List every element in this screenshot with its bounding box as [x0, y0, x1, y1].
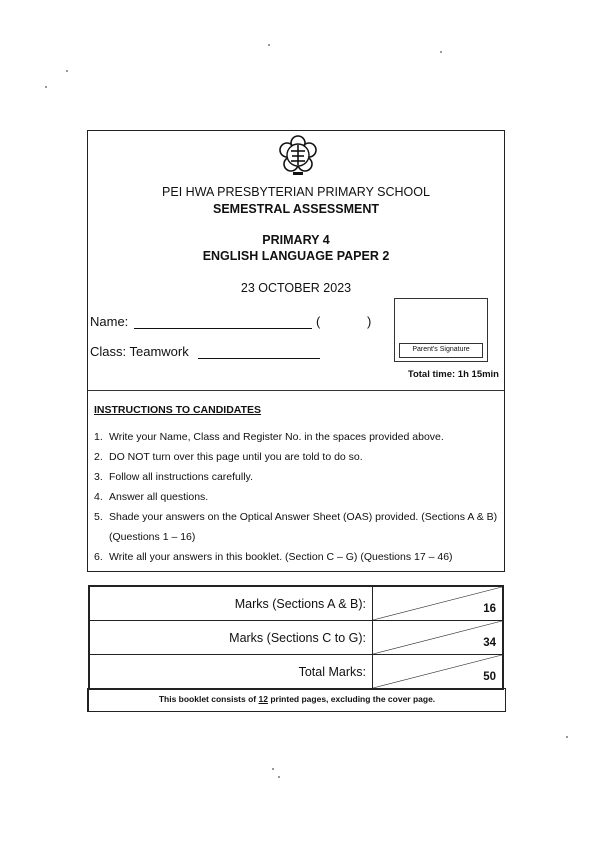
marks-cell[interactable] — [373, 655, 504, 690]
parent-signature-label: Parent's Signature — [399, 343, 483, 358]
instruction-text: Answer all questions. — [109, 491, 209, 503]
scan-speck — [66, 70, 68, 72]
marks-total: 16 — [483, 603, 496, 615]
instruction-item — [94, 487, 498, 507]
marks-total: 50 — [483, 671, 496, 683]
school-crest-icon — [275, 134, 321, 176]
total-time: Total time: 1h 15min — [407, 369, 499, 380]
exam-date: 23 OCTOBER 2023 — [240, 281, 352, 295]
instruction-item — [94, 547, 498, 567]
scan-speck — [45, 86, 47, 88]
scan-speck — [440, 51, 442, 53]
class-label: Class: Teamwork — [90, 344, 189, 359]
marks-row — [89, 621, 503, 655]
instructions-list — [94, 427, 498, 567]
paper-title: ENGLISH LANGUAGE PAPER 2 — [202, 249, 390, 263]
marks-cell[interactable] — [373, 621, 504, 655]
scan-speck — [272, 768, 274, 770]
register-close-paren: ) — [367, 314, 372, 329]
school-name: PEI HWA PRESBYTERIAN PRIMARY SCHOOL — [162, 185, 430, 199]
page-count: 12 — [258, 694, 268, 704]
marks-label: Total Marks: — [89, 655, 373, 690]
cover-panel — [87, 130, 505, 572]
instruction-number: 3. — [94, 471, 103, 483]
class-field[interactable] — [198, 358, 320, 359]
instruction-number: 6. — [94, 551, 103, 563]
name-label: Name: — [90, 314, 129, 329]
assessment-title: SEMESTRAL ASSESSMENT — [213, 202, 379, 216]
instruction-number: 2. — [94, 451, 103, 463]
marks-cell[interactable] — [373, 586, 504, 621]
marks-row — [89, 655, 503, 690]
instruction-item — [94, 447, 498, 467]
booklet-note — [87, 688, 506, 712]
scan-speck — [278, 776, 280, 778]
instruction-item — [94, 427, 498, 447]
booklet-note-prefix: This booklet consists of — [158, 694, 259, 704]
instruction-text: Write your Name, Class and Register No. in the spaces provided above. — [109, 431, 444, 443]
instruction-item — [94, 467, 498, 487]
instruction-number: 1. — [94, 431, 103, 443]
instruction-text: Shade your answers on the Optical Answer Sheet (OAS) provided. (Sections A & B) (Questions 1 – 16) — [109, 511, 498, 543]
instruction-number: 5. — [94, 511, 103, 523]
divider — [88, 390, 504, 391]
marks-total: 34 — [483, 637, 496, 649]
scan-speck — [566, 736, 568, 738]
name-field[interactable] — [134, 328, 312, 329]
booklet-note-suffix: printed pages, excluding the cover page. — [267, 694, 436, 704]
instruction-text: Follow all instructions carefully. — [109, 471, 253, 483]
register-open-paren: ( — [316, 314, 321, 329]
instruction-number: 4. — [94, 491, 103, 503]
marks-table — [88, 585, 504, 690]
level-title: PRIMARY 4 — [262, 233, 330, 247]
instructions-title: INSTRUCTIONS TO CANDIDATES — [94, 404, 262, 416]
instruction-item — [94, 507, 498, 547]
marks-label: Marks (Sections C to G): — [89, 621, 373, 655]
scan-speck — [268, 44, 270, 46]
instruction-text: Write all your answers in this booklet. (Section C – G) (Questions 17 – 46) — [109, 551, 453, 563]
instruction-text: DO NOT turn over this page until you are told to do so. — [109, 451, 363, 463]
marks-label: Marks (Sections A & B): — [89, 586, 373, 621]
marks-row — [89, 586, 503, 621]
parent-signature-box[interactable] — [394, 298, 488, 362]
